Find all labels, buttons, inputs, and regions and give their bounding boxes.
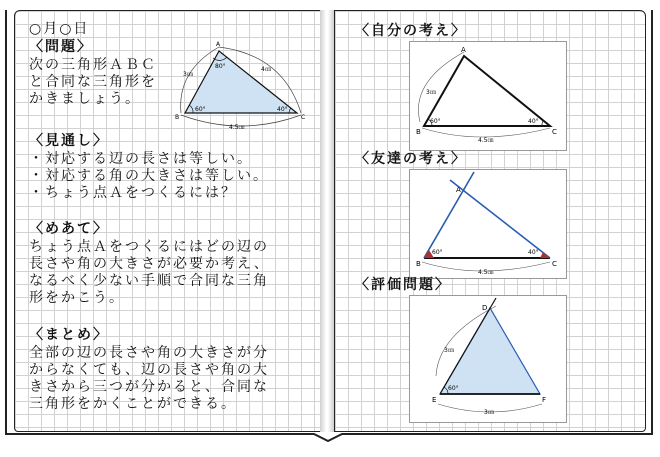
eval-label-D: D xyxy=(482,304,488,312)
own-idea-heading: 〈自分の考え〉 xyxy=(355,23,467,39)
eval-label-F: F xyxy=(542,396,547,404)
friend-side-BC: 4.5㎝ xyxy=(478,269,494,276)
own-angle-B: 60° xyxy=(430,118,441,125)
outlook-line-1: ・対応する辺の長さは等しい。 xyxy=(29,151,253,167)
friend-line-from-C xyxy=(450,180,550,258)
right-page xyxy=(334,10,646,432)
problem-line-3: かきましょう。 xyxy=(29,91,141,107)
goal-line-4: 形をかこう。 xyxy=(29,290,125,306)
problem-line-2: と合同な三角形を xyxy=(29,74,157,90)
label-B: B xyxy=(175,114,180,121)
goal-line-1: ちょう点Ａをつくるにはどの辺の xyxy=(29,239,269,255)
eval-label-E: E xyxy=(432,396,437,404)
side-AC: 4㎝ xyxy=(261,66,271,73)
angle-C: 40° xyxy=(277,106,288,113)
goal-heading: 〈めあて〉 xyxy=(29,221,109,237)
summary-line-4: 三角形をかくことができる。 xyxy=(29,396,237,412)
goal-line-2: 長さや角の大きさが必要か考え、 xyxy=(29,256,270,272)
own-idea-triangle-figure xyxy=(410,42,566,150)
notebook-spine xyxy=(320,10,334,432)
eval-side-EF: 3㎝ xyxy=(484,409,494,416)
own-idea-figure-box xyxy=(409,41,567,151)
own-side-BC: 4.5㎝ xyxy=(478,137,494,144)
problem-line-1: 次の三角形ＡＢＣ xyxy=(29,57,157,73)
friend-angle-C: 40° xyxy=(528,249,539,256)
side-BC: 4.5㎝ xyxy=(229,124,245,131)
own-label-C: C xyxy=(552,128,557,136)
summary-line-1: 全部の辺の長さや角の大きさが分 xyxy=(29,345,269,361)
left-page xyxy=(14,10,322,432)
outlook-line-2: ・対応する角の大きさは等しい。 xyxy=(29,168,269,184)
evaluation-figure-box xyxy=(409,295,567,423)
summary-heading: 〈まとめ〉 xyxy=(29,327,109,343)
evaluation-triangle-figure xyxy=(410,296,566,422)
friend-label-C: C xyxy=(552,260,557,268)
own-label-A: A xyxy=(461,46,466,54)
friend-idea-triangle-figure xyxy=(410,170,566,278)
summary-line-2: からなくても、辺の長さや角の大 xyxy=(29,362,269,378)
date-label: ○月○日 xyxy=(29,21,90,37)
side-AB: 3㎝ xyxy=(183,71,193,78)
evaluation-heading: 〈評価問題〉 xyxy=(355,277,451,293)
angle-A: 80° xyxy=(215,63,226,70)
own-side-AB: 3㎝ xyxy=(426,89,436,96)
label-A: A xyxy=(216,41,221,48)
own-angle-C: 40° xyxy=(528,118,539,125)
problem-heading: 〈問題〉 xyxy=(29,39,93,55)
friend-line-from-B xyxy=(424,172,474,258)
outlook-heading: 〈見通し〉 xyxy=(29,133,109,149)
eval-angle-E: 60° xyxy=(448,385,459,392)
label-C: C xyxy=(301,114,306,121)
own-label-B: B xyxy=(416,128,421,136)
goal-line-3: なるべく少ない手順で合同な三角 xyxy=(29,273,269,289)
eval-side-DE: 3㎝ xyxy=(444,347,454,354)
own-triangle-shape xyxy=(424,56,550,126)
friend-idea-heading: 〈友達の考え〉 xyxy=(355,151,467,167)
angle-B: 60° xyxy=(195,106,206,113)
friend-angle-mark-C xyxy=(540,252,550,258)
summary-line-3: きさから三つが分かると、合同な xyxy=(29,379,269,395)
friend-label-A: A xyxy=(456,186,461,194)
outlook-line-3: ・ちょう点Ａをつくるには？ xyxy=(29,185,237,201)
friend-angle-B: 60° xyxy=(432,249,443,256)
problem-triangle-shape xyxy=(185,51,297,113)
evaluation-triangle-shape xyxy=(440,308,540,394)
problem-triangle-figure xyxy=(173,41,313,133)
friend-label-B: B xyxy=(416,260,421,268)
friend-idea-figure-box xyxy=(409,169,567,279)
